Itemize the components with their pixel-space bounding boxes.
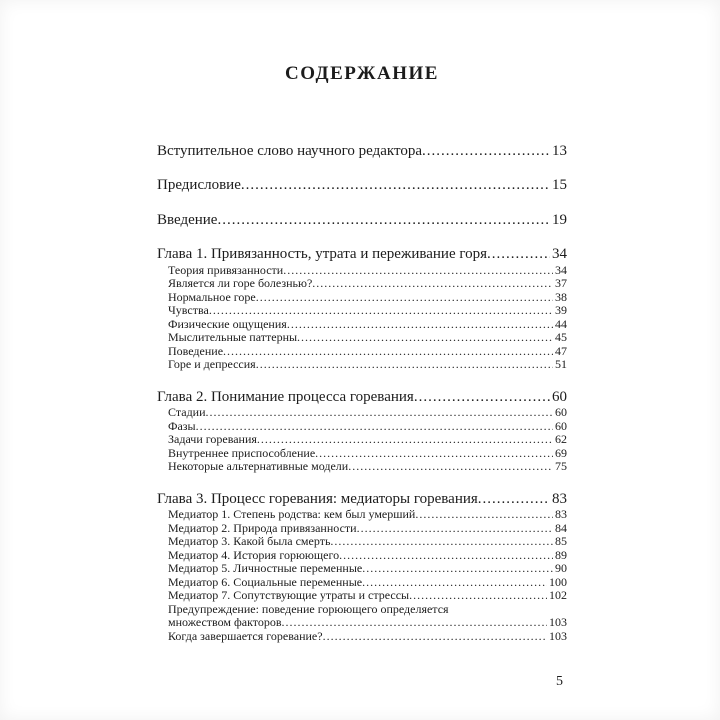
dot-leader bbox=[357, 522, 553, 536]
entry-label: Стадии bbox=[168, 405, 206, 420]
entry-page: 15 bbox=[552, 177, 567, 194]
entry-label: Медиатор 6. Социальные переменные bbox=[168, 574, 363, 589]
toc-entry bbox=[157, 142, 567, 161]
entry-label: Горе и депрессия bbox=[168, 357, 256, 372]
toc-entry bbox=[157, 291, 567, 305]
entry-page: 103 bbox=[549, 615, 567, 630]
toc-entry bbox=[157, 562, 567, 576]
entry-label: Медиатор 2. Природа привязанности bbox=[168, 520, 357, 535]
dot-leader bbox=[323, 630, 547, 644]
entry-page: 19 bbox=[552, 211, 567, 228]
entry-label: Чувства bbox=[168, 303, 209, 318]
entry-page: 89 bbox=[555, 547, 567, 562]
toc-entry bbox=[157, 630, 567, 644]
entry-page: 38 bbox=[555, 289, 567, 304]
entry-page: 85 bbox=[555, 534, 567, 549]
footer-page-number: 5 bbox=[556, 674, 563, 689]
toc-entry bbox=[157, 211, 567, 230]
dot-leader bbox=[415, 508, 553, 522]
entry-label: Внутреннее приспособление bbox=[168, 445, 316, 460]
entry-page: 84 bbox=[555, 520, 567, 535]
entry-page: 34 bbox=[555, 262, 567, 277]
dot-leader bbox=[287, 318, 553, 332]
toc-entry bbox=[157, 616, 567, 630]
entry-page: 60 bbox=[552, 388, 567, 405]
entry-page: 37 bbox=[555, 276, 567, 291]
toc-entry bbox=[157, 535, 567, 549]
dot-leader bbox=[487, 245, 550, 264]
dot-leader bbox=[315, 447, 553, 461]
dot-leader bbox=[330, 535, 553, 549]
toc-entry bbox=[157, 576, 567, 590]
toc-list bbox=[157, 142, 567, 644]
dot-leader bbox=[414, 388, 550, 407]
dot-leader bbox=[241, 176, 550, 195]
dot-leader bbox=[257, 433, 553, 447]
dot-leader bbox=[209, 304, 553, 318]
entry-label: Медиатор 4. История горюющего bbox=[168, 547, 340, 562]
toc-entry bbox=[157, 406, 567, 420]
dot-leader bbox=[217, 211, 550, 230]
dot-leader bbox=[282, 616, 547, 630]
dot-leader bbox=[283, 264, 553, 278]
dot-leader bbox=[339, 549, 553, 563]
dot-leader bbox=[223, 345, 553, 359]
dot-leader bbox=[196, 420, 553, 434]
entry-label: Медиатор 1. Степень родства: кем был умерший bbox=[168, 507, 416, 522]
entry-label: Физические ощущения bbox=[168, 316, 287, 331]
entry-label: Когда завершается горевание? bbox=[168, 628, 323, 643]
entry-page: 60 bbox=[555, 405, 567, 420]
dot-leader bbox=[206, 406, 553, 420]
entry-label: Глава 2. Понимание процесса горевания bbox=[157, 388, 414, 405]
entry-label: Предупреждение: поведение горюющего определяется bbox=[168, 601, 449, 616]
entry-page: 62 bbox=[555, 432, 567, 447]
entry-label: Медиатор 5. Личностные переменные bbox=[168, 561, 363, 576]
toc-entry bbox=[157, 245, 567, 264]
toc-entry bbox=[157, 433, 567, 447]
toc-entry bbox=[157, 589, 567, 603]
toc-entry bbox=[157, 490, 567, 509]
dot-leader bbox=[297, 331, 553, 345]
entry-label: Теория привязанности bbox=[168, 262, 284, 277]
entry-label: Глава 3. Процесс горевания: медиаторы горевания bbox=[157, 490, 478, 507]
entry-page: 69 bbox=[555, 445, 567, 460]
entry-label: Введение bbox=[157, 211, 218, 228]
toc-entry bbox=[157, 304, 567, 318]
entry-label: Фазы bbox=[168, 418, 196, 433]
entry-label: Вступительное слово научного редактора bbox=[157, 142, 422, 159]
toc-entry bbox=[157, 508, 567, 522]
entry-page: 34 bbox=[552, 246, 567, 263]
entry-label: Некоторые альтернативные модели bbox=[168, 459, 349, 474]
entry-page: 100 bbox=[549, 574, 567, 589]
toc-entry bbox=[157, 318, 567, 332]
entry-page: 45 bbox=[555, 330, 567, 345]
entry-label: Медиатор 3. Какой была смерть bbox=[168, 534, 331, 549]
dot-leader bbox=[256, 291, 553, 305]
dot-leader bbox=[348, 460, 553, 474]
entry-label: Глава 1. Привязанность, утрата и переживание горя bbox=[157, 246, 488, 263]
dot-leader bbox=[422, 142, 550, 161]
entry-label: Мыслительные паттерны bbox=[168, 330, 298, 345]
toc-entry bbox=[157, 331, 567, 345]
entry-page: 51 bbox=[555, 357, 567, 372]
entry-page: 60 bbox=[555, 418, 567, 433]
dot-leader bbox=[256, 358, 553, 372]
page-title: СОДЕРЖАНИЕ bbox=[285, 63, 439, 84]
toc-content bbox=[157, 62, 567, 643]
entry-page: 13 bbox=[552, 142, 567, 159]
entry-page: 44 bbox=[555, 316, 567, 331]
entry-label: Задачи горевания bbox=[168, 432, 257, 447]
entry-page: 75 bbox=[555, 459, 567, 474]
dot-leader bbox=[362, 562, 553, 576]
entry-page: 90 bbox=[555, 561, 567, 576]
entry-page: 103 bbox=[549, 628, 567, 643]
dot-leader bbox=[409, 589, 547, 603]
toc-entry bbox=[157, 277, 567, 291]
entry-page: 83 bbox=[552, 490, 567, 507]
toc-entry bbox=[157, 603, 567, 617]
toc-entry bbox=[157, 345, 567, 359]
entry-label: Нормальное горе bbox=[168, 289, 256, 304]
entry-label: Медиатор 7. Сопутствующие утраты и стрессы bbox=[168, 588, 410, 603]
entry-label: Поведение bbox=[168, 343, 224, 358]
entry-page: 102 bbox=[549, 588, 567, 603]
toc-entry bbox=[157, 460, 567, 474]
toc-entry bbox=[157, 522, 567, 536]
toc-entry bbox=[157, 420, 567, 434]
entry-page: 47 bbox=[555, 343, 567, 358]
toc-entry bbox=[157, 447, 567, 461]
dot-leader bbox=[478, 490, 550, 509]
toc-entry bbox=[157, 549, 567, 563]
toc-entry bbox=[157, 264, 567, 278]
entry-label: Предисловие bbox=[157, 177, 241, 194]
dot-leader bbox=[312, 277, 553, 291]
entry-page: 39 bbox=[555, 303, 567, 318]
entry-label: Является ли горе болезнью? bbox=[168, 276, 313, 291]
entry-page: 83 bbox=[555, 507, 567, 522]
toc-entry bbox=[157, 358, 567, 372]
toc-entry bbox=[157, 388, 567, 407]
dot-leader bbox=[362, 576, 547, 590]
toc-entry bbox=[157, 176, 567, 195]
entry-label: множеством факторов bbox=[168, 615, 282, 630]
